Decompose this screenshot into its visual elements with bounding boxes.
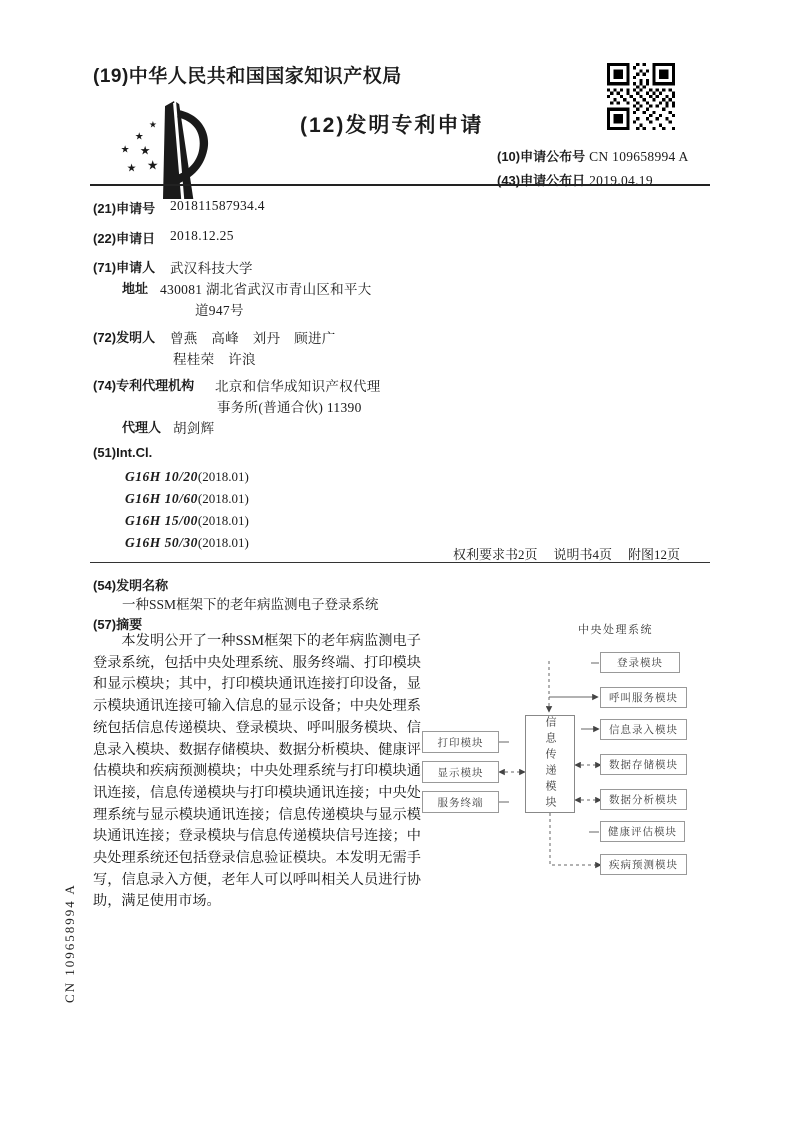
publication-date: 2019.04.19 [589,173,653,188]
application-date: 2018.12.25 [170,228,234,243]
front-page-figure [415,615,710,885]
star-icon: ★ [148,119,158,130]
agency-label: (74)专利代理机构 [93,378,195,393]
intcl-entry [125,512,249,530]
module-box-display: 显示模块 [422,761,499,783]
star-icon: ★ [146,157,159,173]
abstract-label: (57)摘要 [93,617,143,632]
applicant-label: (71)申请人 [93,260,156,275]
module-box-information-transfer: 信息传递模块 [525,715,575,813]
address-line2: 道947号 [195,303,244,318]
publication-number-label: (10)申请公布号 [497,149,586,164]
intcl-year: (2018.01) [197,469,249,484]
applicant-name: 武汉科技大学 [170,261,253,276]
module-box-data-analysis: 数据分析模块 [600,789,687,810]
module-box-disease-prediction: 疾病预测模块 [600,854,687,875]
abstract-text: 本发明公开了一种SSM框架下的老年病监测电子登录系统，包括中央处理系统、服务终端、打印模块和显示模块；其中，打印模块通讯连接打印设备，显示模块通讯连接可输入信息的显示设备；中央处理系统包括信息传递模块、登录模块、呼叫服务模块、信息录入模块、数据存储模块、数据分析模块、健康评估模块和疾病预测模块；中央处理系统与打印模块通讯连接，信息传递模块与打印模块通讯连接；中央处理系统与显示模块通讯连接；信息传递模块与显示模块通讯连接；登录模块与信息传递模块信号连接；中央处理系统还包括登录信息验证模块。本发明无需手写，信息录入方便，老年人可以呼叫相关人员进行协助，满足使用市场。 [93,633,421,910]
qr-code [607,63,675,130]
cnipa-logo [112,97,214,202]
publication-number: CN 109658994 A [589,149,689,164]
module-box-print: 打印模块 [422,731,499,753]
address-label: 地址 [122,281,149,296]
star-icon: ★ [120,144,130,156]
module-box-data-storage: 数据存储模块 [600,754,687,775]
publication-number-row [497,146,689,166]
intcl-label: (51)Int.Cl. [93,445,153,460]
application-date-label: (22)申请日 [93,231,156,246]
pages-info [453,544,680,563]
section-rule [90,562,710,563]
application-number-row [93,198,155,218]
intcl-year: (2018.01) [197,513,249,528]
module-box-information-entry: 信息录入模块 [600,719,687,740]
doc-type-title: (12)发明专利申请 [300,114,484,137]
agency-line2: 事务所(普通合伙) 11390 [217,400,362,415]
agent-name: 胡剑辉 [173,421,215,436]
module-box-service-terminal: 服务终端 [422,791,499,813]
header-rule [90,184,710,186]
side-document-number: CN 109658994 A [62,883,77,1003]
intcl-year: (2018.01) [197,535,249,550]
intcl-code: G16H 15/00 [125,513,198,528]
inventors-line2: 程桂荣 许浪 [173,352,256,367]
description-pages: 说明书4页 [553,547,613,562]
module-box-call-service: 呼叫服务模块 [600,687,687,708]
intcl-code: G16H 10/60 [125,491,198,506]
address-line1: 430081 湖北省武汉市青山区和平大 [160,282,372,297]
publication-date-label: (43)申请公布日 [497,173,586,188]
agency-line1: 北京和信华成知识产权代理 [215,379,381,394]
intcl-entry [125,534,249,552]
inventors-label: (72)发明人 [93,330,156,345]
invention-title: 一种SSM框架下的老年病监测电子登录系统 [122,597,379,612]
publication-date-row [497,170,653,190]
intcl-entry [125,490,249,508]
intcl-code: G16H 50/30 [125,535,198,550]
intcl-entry [125,468,249,486]
drawings-pages: 附图12页 [628,547,681,562]
module-box-login: 登录模块 [600,652,680,673]
agent-label: 代理人 [122,420,162,435]
star-icon: ★ [134,131,144,143]
module-box-health-assessment: 健康评估模块 [600,821,685,842]
inventors-line1: 曾燕 高峰 刘丹 顾进广 [170,331,336,346]
claims-pages: 权利要求书2页 [453,547,538,562]
intcl-code: G16H 10/20 [125,469,198,484]
issuing-office: (19)中华人民共和国国家知识产权局 [93,66,402,87]
figure-title: 中央处理系统 [578,624,653,636]
star-icon: ★ [126,162,137,175]
star-icon: ★ [139,143,151,158]
application-number-label: (21)申请号 [93,201,156,216]
invention-title-label: (54)发明名称 [93,578,169,593]
application-number: 201811587934.4 [170,198,265,213]
intcl-year: (2018.01) [197,491,249,506]
